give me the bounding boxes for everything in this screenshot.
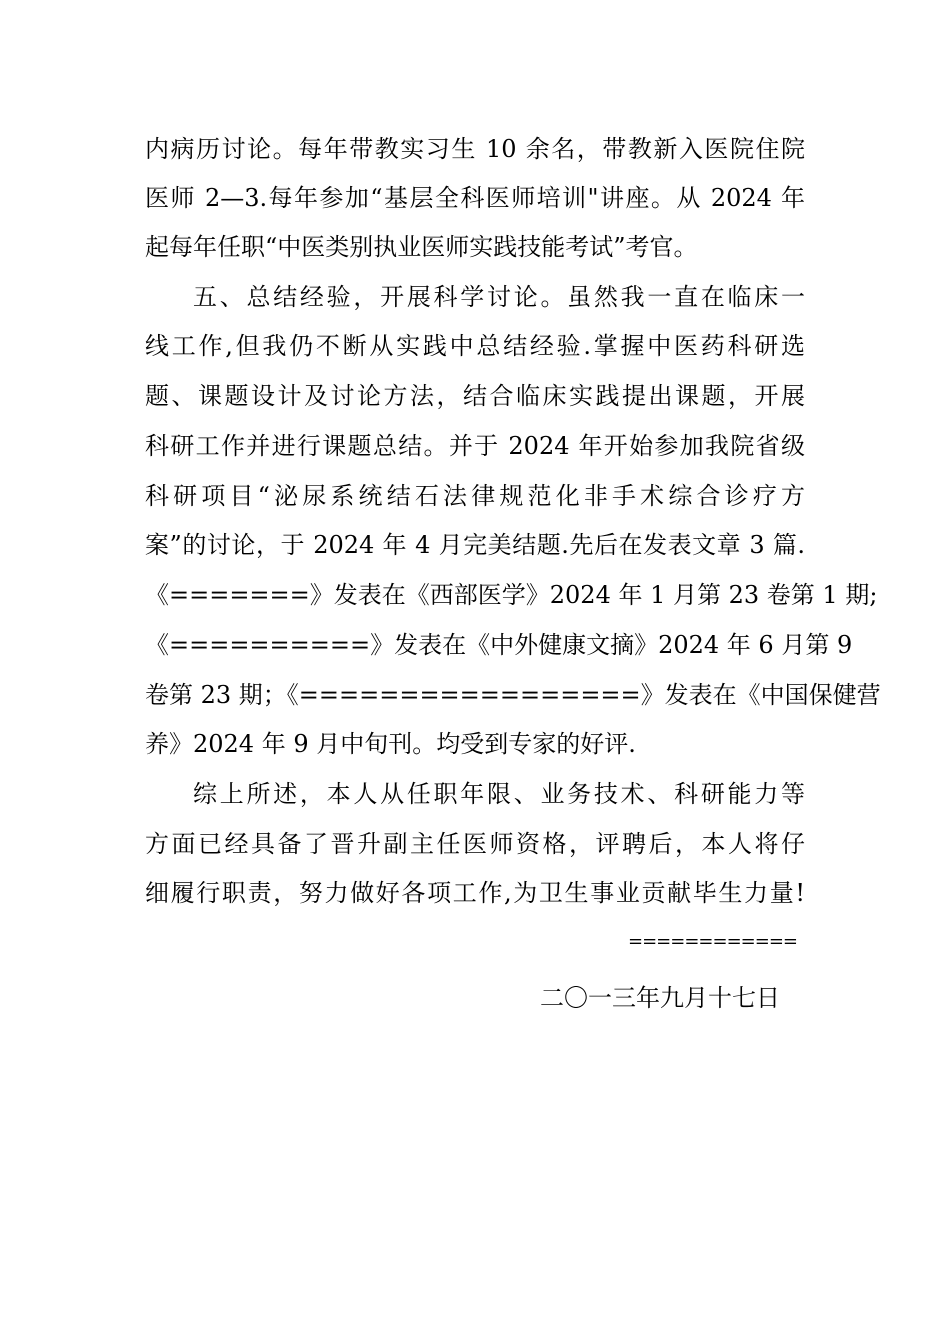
paragraph-5-line-2: 线工作,但我仍不断从实践中总结经验.掌握中医药科研选: [145, 332, 805, 360]
body-line-3: 起每年任职“中医类别执业医师实践技能考试”考官。: [145, 233, 698, 261]
summary-line-2: 方面已经具备了晋升副主任医师资格，评聘后，本人将仔: [145, 830, 805, 858]
paragraph-5-line-3: 题、课题设计及讨论方法，结合临床实践提出课题，开展: [145, 382, 805, 410]
paragraph-5-line-6: 案”的讨论，于 2024 年 4 月完美结题.先后在发表文章 3 篇.: [145, 531, 805, 559]
body-line-2: 医师 2—3.每年参加“基层全科医师培训"讲座。从 2024 年: [145, 184, 805, 212]
paragraph-5-line-5: 科研项目“泌尿系统结石法律规范化非手术综合诊疗方: [145, 482, 805, 510]
document-date: 二〇一三年九月十七日: [540, 984, 780, 1012]
paragraph-5-line-7: 《=======》发表在《西部医学》2024 年 1 月第 23 卷第 1 期;: [145, 581, 878, 609]
paragraph-5-line-4: 科研工作并进行课题总结。并于 2024 年开始参加我院省级: [145, 432, 805, 460]
summary-line-1: 综上所述，本人从任职年限、业务技术、科研能力等: [193, 780, 805, 808]
paragraph-5-line-10: 养》2024 年 9 月中旬刊。均受到专家的好评.: [145, 730, 636, 758]
summary-line-3: 细履行职责，努力做好各项工作,为卫生事业贡献毕生力量!: [145, 879, 805, 907]
paragraph-5-line-9: 卷第 23 期；《=================》发表在《中国保健营: [145, 681, 881, 709]
paragraph-5-line-8: 《==========》发表在《中外健康文摘》2024 年 6 月第 9: [145, 631, 853, 659]
body-line-1: 内病历讨论。每年带教实习生 10 余名，带教新入医院住院: [145, 135, 805, 163]
signature-placeholder: ============: [628, 931, 797, 952]
paragraph-5-line-1: 五、总结经验，开展科学讨论。虽然我一直在临床一: [193, 283, 805, 311]
